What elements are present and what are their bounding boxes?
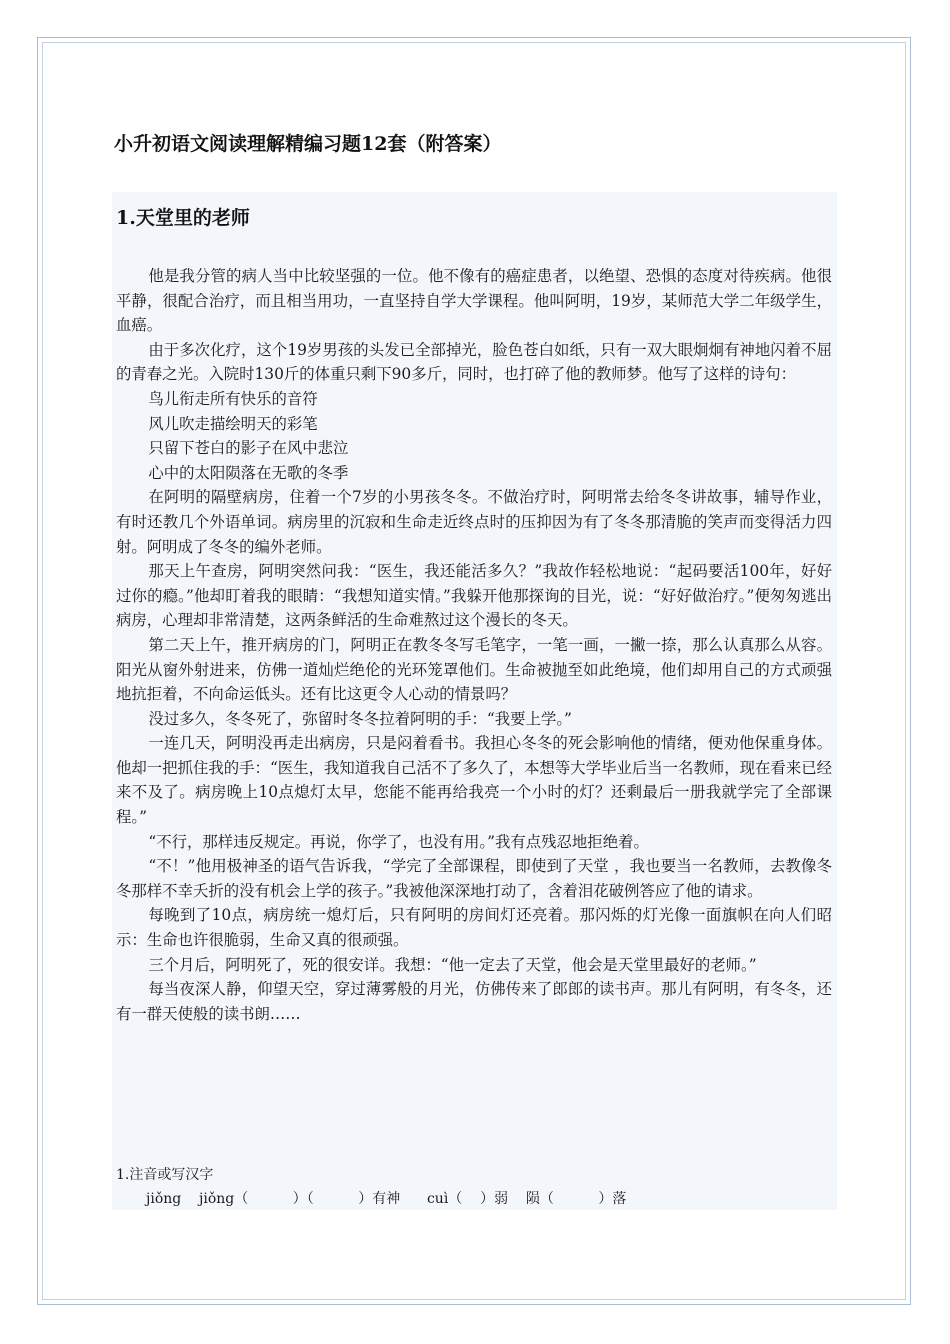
poem-line: 风儿吹走描绘明天的彩笔 [148, 414, 318, 433]
paragraph: 第二天上午，推开病房的门，阿明正在教冬冬写毛笔字，一笔一画，一撇一捺，那么认真那么从容。阳光从窗外射进来，仿佛一道灿烂绝伦的光环笼罩他们。生命被抛至如此绝境，他们却用自己的方式顽强地抗拒着，不向命运低头。还有比这更令人心动的情景吗？ [116, 635, 832, 704]
question-title: 1.注音或写汉字 [116, 1167, 214, 1183]
paragraph: 由于多次化疗，这个19岁男孩的头发已全部掉光，脸色苍白如纸，只有一双大眼炯炯有神地闪着不屈的青春之光。入院时130斤的体重只剩下90多斤，同时，也打碎了他的教师梦。他写了这样的诗句： [116, 340, 832, 384]
article-body [116, 264, 832, 1026]
document-title: 小升初语文阅读理解精编习题12套（附答案） [114, 133, 502, 155]
paragraph: 他是我分管的病人当中比较坚强的一位。他不像有的癌症患者，以绝望、恐惧的态度对待疾病。他很平静，很配合治疗，而且相当用功，一直坚持自学大学课程。他叫阿明，19岁，某师范大学二年级学生，血癌。 [116, 267, 832, 335]
paragraph: 每晚到了10点，病房统一熄灯后，只有阿明的房间灯还亮着。那闪烁的灯光像一面旗帜在向人们昭示：生命也许很脆弱，生命又真的很顽强。 [116, 906, 832, 950]
paragraph: 那天上午查房，阿明突然问我：“医生，我还能活多久？”我故作轻松地说：“起码要活100年，好好过你的瘾。”他却盯着我的眼睛：“我想知道实情。”我躲开他那探询的目光，说：“好好做治疗。”便匆匆逃出病房，心理却非常清楚，这两条鲜活的生命难熬过这个漫长的冬天。 [116, 562, 832, 630]
poem-line: 鸟儿衔走所有快乐的音符 [148, 389, 318, 408]
paragraph: 没过多久，冬冬死了，弥留时冬冬拉着阿明的手：“我要上学。” [148, 709, 572, 728]
paragraph: “不！”他用极神圣的语气告诉我，“学完了全部课程，即使到了天堂 ，我也要当一名教师，去教像冬冬那样不幸夭折的没有机会上学的孩子。”我被他深深地打动了，含着泪花破例答应了他的请求。 [116, 857, 832, 900]
section-title: 1.天堂里的老师 [116, 207, 250, 229]
paragraph: 在阿明的隔壁病房，住着一个7岁的小男孩冬冬。不做治疗时，阿明常去给冬冬讲故事，辅导作业，有时还教几个外语单词。病房里的沉寂和生命走近终点时的压抑因为有了冬冬那清脆的笑声而变得活力四射。阿明成了冬冬的编外老师。 [116, 488, 832, 556]
paragraph: 一连几天，阿明没再走出病房，只是闷着看书。我担心冬冬的死会影响他的情绪，便劝他保重身体。他却一把抓住我的手：“医生，我知道我自己活不了多久了，本想等大学毕业后当一名教师，现在看来已经来不及了。病房晚上10点熄灯太早，您能不能再给我亮一个小时的灯？还剩最后一册我就学完了全部课程。” [116, 734, 832, 827]
paragraph: 三个月后，阿明死了，死的很安详。我想：“他一定去了天堂，他会是天堂里最好的老师。” [148, 955, 757, 974]
paragraph: “不行，那样违反规定。再说，你学了，也没有用。”我有点残忍地拒绝着。 [148, 832, 649, 851]
poem-line: 心中的太阳陨落在无歌的冬季 [148, 463, 349, 482]
paragraph: 每当夜深人静，仰望天空，穿过薄雾般的月光，仿佛传来了郎郎的读书声。那儿有阿明，有冬冬，还有一群天使般的读书朗…… [116, 980, 832, 1023]
poem-line: 只留下苍白的影子在风中悲泣 [148, 439, 349, 458]
fill-in-blank-line: jiǒng jiǒng（ ）（ ）有神 cuì（ ）弱 陨（ ）落 [146, 1191, 627, 1207]
